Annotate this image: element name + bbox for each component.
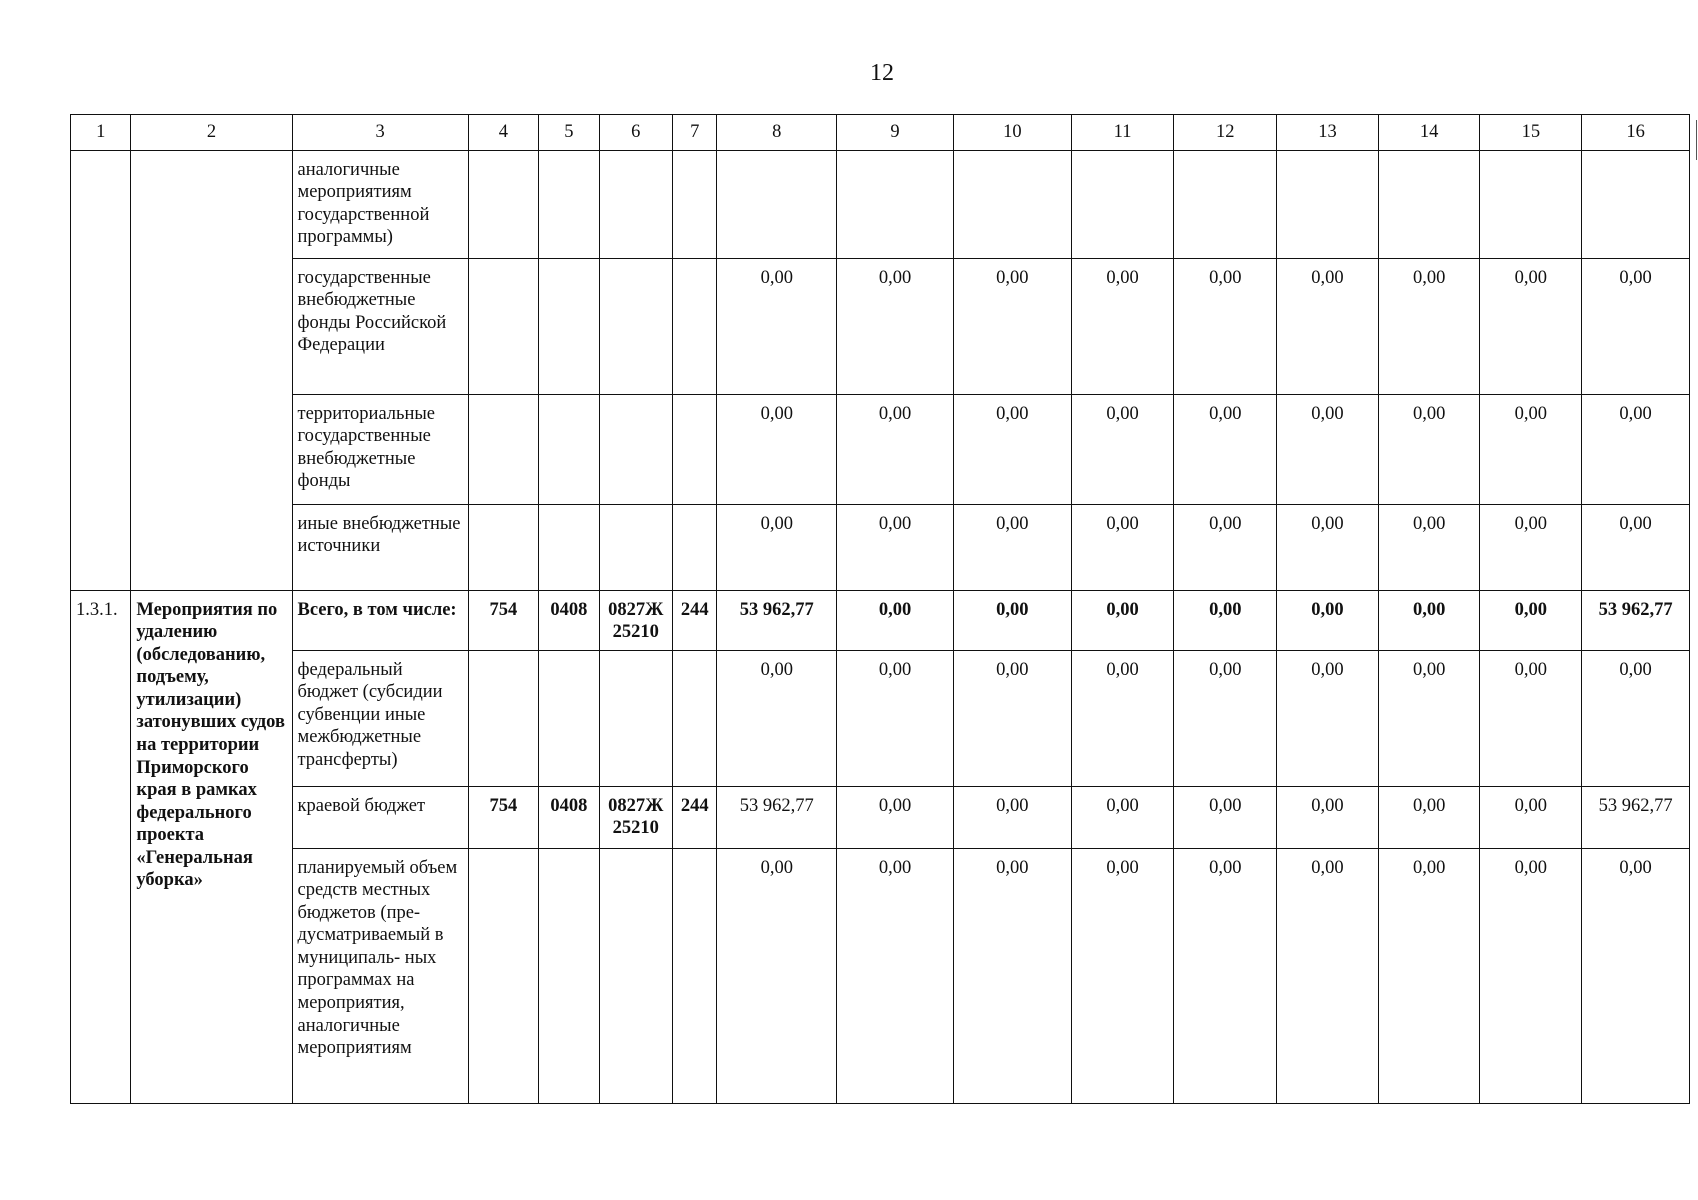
budget-code-cell: 244 [673, 590, 717, 650]
amount-cell [1277, 150, 1379, 258]
amount-cell: 0,00 [1174, 848, 1277, 1103]
amount-cell: 0,00 [1582, 394, 1690, 504]
amount-cell: 0,00 [1071, 650, 1174, 786]
table-row [71, 848, 1690, 1103]
budget-code-cell [468, 650, 538, 786]
amount-cell: 0,00 [953, 394, 1071, 504]
funding-source-cell: планируемый объем средств местных бюджетов (пре- дусматриваемый в муниципаль- ных программах на мероприятия, аналогичные мероприятиям [292, 848, 468, 1103]
budget-code-cell: 754 [468, 786, 538, 848]
index-cell-empty [71, 150, 131, 590]
amount-cell: 0,00 [1480, 394, 1582, 504]
budget-code-cell [673, 394, 717, 504]
budget-code-cell [599, 848, 672, 1103]
amount-cell: 0,00 [1582, 504, 1690, 590]
amount-cell: 0,00 [1277, 504, 1379, 590]
amount-cell: 0,00 [1378, 504, 1480, 590]
table-header-row [71, 115, 1690, 151]
column-header: 12 [1174, 115, 1277, 151]
amount-cell: 0,00 [1378, 590, 1480, 650]
amount-cell: 0,00 [953, 848, 1071, 1103]
amount-cell: 0,00 [717, 848, 837, 1103]
activity-name-cell: Мероприятия по удалению (обследованию, подъему, утилизации) затонувших судов на территории Приморского края в рамках федерального проекта «Генеральная уборка» [131, 590, 292, 1103]
amount-cell: 0,00 [953, 504, 1071, 590]
amount-cell [1174, 150, 1277, 258]
amount-cell: 0,00 [837, 394, 954, 504]
budget-code-cell [468, 504, 538, 590]
column-header: 1 [71, 115, 131, 151]
amount-cell: 0,00 [1071, 848, 1174, 1103]
amount-cell: 0,00 [1277, 650, 1379, 786]
budget-code-cell [673, 504, 717, 590]
funding-source-cell: федеральный бюджет (субсидии субвенции иные межбюджетные трансферты) [292, 650, 468, 786]
budget-code-cell [599, 150, 672, 258]
amount-cell: 0,00 [1480, 504, 1582, 590]
table-row [71, 786, 1690, 848]
table-row [71, 650, 1690, 786]
amount-cell: 0,00 [1277, 590, 1379, 650]
table-row [71, 258, 1690, 394]
amount-cell: 53 962,77 [717, 590, 837, 650]
budget-code-cell: 0827Ж 25210 [599, 786, 672, 848]
column-header: 7 [673, 115, 717, 151]
amount-cell [1480, 150, 1582, 258]
amount-cell [1582, 150, 1690, 258]
budget-code-cell [673, 848, 717, 1103]
column-header: 15 [1480, 115, 1582, 151]
amount-cell: 0,00 [1277, 258, 1379, 394]
amount-cell: 0,00 [1582, 258, 1690, 394]
column-header: 14 [1378, 115, 1480, 151]
amount-cell: 0,00 [1480, 258, 1582, 394]
budget-code-cell: 244 [673, 786, 717, 848]
budget-code-cell [673, 150, 717, 258]
column-header: 10 [953, 115, 1071, 151]
amount-cell: 53 962,77 [717, 786, 837, 848]
table-body [71, 150, 1690, 1103]
budget-code-cell [539, 504, 599, 590]
activity-index-cell: 1.3.1. [71, 590, 131, 1103]
funding-source-cell: Всего, в том числе: [292, 590, 468, 650]
amount-cell: 0,00 [953, 258, 1071, 394]
table-row [71, 504, 1690, 590]
budget-code-cell: 754 [468, 590, 538, 650]
column-header: 4 [468, 115, 538, 151]
budget-code-cell [468, 394, 538, 504]
column-header: 16 [1582, 115, 1690, 151]
amount-cell: 0,00 [1378, 786, 1480, 848]
amount-cell [837, 150, 954, 258]
amount-cell: 0,00 [1174, 504, 1277, 590]
amount-cell: 0,00 [1174, 650, 1277, 786]
amount-cell: 0,00 [1480, 848, 1582, 1103]
page-number: 12 [870, 60, 894, 86]
table-row [71, 590, 1690, 650]
column-header: 3 [292, 115, 468, 151]
amount-cell: 0,00 [1071, 504, 1174, 590]
budget-code-cell [673, 258, 717, 394]
budget-code-cell [673, 650, 717, 786]
scan-mark [1696, 120, 1697, 160]
budget-code-cell [599, 258, 672, 394]
amount-cell: 0,00 [717, 258, 837, 394]
budget-code-cell [468, 150, 538, 258]
budget-code-cell: 0408 [539, 590, 599, 650]
amount-cell: 0,00 [1071, 258, 1174, 394]
budget-code-cell [599, 394, 672, 504]
column-header: 6 [599, 115, 672, 151]
amount-cell: 0,00 [837, 504, 954, 590]
budget-code-cell: 0408 [539, 786, 599, 848]
column-header: 2 [131, 115, 292, 151]
amount-cell [953, 150, 1071, 258]
budget-code-cell [539, 258, 599, 394]
amount-cell: 0,00 [953, 590, 1071, 650]
amount-cell: 0,00 [1277, 848, 1379, 1103]
amount-cell: 53 962,77 [1582, 786, 1690, 848]
budget-code-cell [599, 650, 672, 786]
amount-cell: 0,00 [953, 650, 1071, 786]
column-header: 11 [1071, 115, 1174, 151]
amount-cell: 0,00 [717, 504, 837, 590]
amount-cell: 0,00 [1582, 848, 1690, 1103]
amount-cell: 0,00 [953, 786, 1071, 848]
funding-source-cell: аналогичные мероприятиям государственной программы) [292, 150, 468, 258]
funding-source-cell: иные внебюджетные источники [292, 504, 468, 590]
amount-cell: 0,00 [1071, 394, 1174, 504]
amount-cell [717, 150, 837, 258]
budget-code-cell [539, 650, 599, 786]
amount-cell: 0,00 [1277, 786, 1379, 848]
budget-code-cell [599, 504, 672, 590]
table-row [71, 150, 1690, 258]
budget-code-cell [539, 394, 599, 504]
amount-cell: 0,00 [1582, 650, 1690, 786]
funding-source-cell: территориальные государственные внебюджетные фонды [292, 394, 468, 504]
amount-cell: 0,00 [1480, 590, 1582, 650]
budget-code-cell: 0827Ж 25210 [599, 590, 672, 650]
column-header: 5 [539, 115, 599, 151]
amount-cell: 0,00 [1277, 394, 1379, 504]
amount-cell: 0,00 [1480, 650, 1582, 786]
amount-cell: 0,00 [1174, 590, 1277, 650]
amount-cell: 0,00 [1378, 848, 1480, 1103]
amount-cell: 0,00 [837, 848, 954, 1103]
column-header: 9 [837, 115, 954, 151]
amount-cell: 0,00 [1071, 590, 1174, 650]
amount-cell: 0,00 [1378, 258, 1480, 394]
amount-cell: 0,00 [1174, 258, 1277, 394]
amount-cell: 0,00 [1174, 786, 1277, 848]
amount-cell: 0,00 [1174, 394, 1277, 504]
amount-cell [1378, 150, 1480, 258]
amount-cell: 0,00 [1378, 650, 1480, 786]
budget-code-cell [468, 258, 538, 394]
column-header: 8 [717, 115, 837, 151]
funding-source-cell: краевой бюджет [292, 786, 468, 848]
amount-cell: 0,00 [717, 394, 837, 504]
budget-code-cell [468, 848, 538, 1103]
column-header: 13 [1277, 115, 1379, 151]
amount-cell: 0,00 [837, 590, 954, 650]
budget-table [70, 114, 1690, 1104]
amount-cell: 0,00 [837, 786, 954, 848]
amount-cell: 0,00 [837, 650, 954, 786]
funding-source-cell: государственные внебюджетные фонды Российской Федерации [292, 258, 468, 394]
table-row [71, 394, 1690, 504]
amount-cell [1071, 150, 1174, 258]
amount-cell: 0,00 [837, 258, 954, 394]
amount-cell: 0,00 [1378, 394, 1480, 504]
budget-code-cell [539, 848, 599, 1103]
amount-cell: 0,00 [1480, 786, 1582, 848]
amount-cell: 0,00 [717, 650, 837, 786]
budget-code-cell [539, 150, 599, 258]
activity-name-cell-empty [131, 150, 292, 590]
amount-cell: 53 962,77 [1582, 590, 1690, 650]
amount-cell: 0,00 [1071, 786, 1174, 848]
